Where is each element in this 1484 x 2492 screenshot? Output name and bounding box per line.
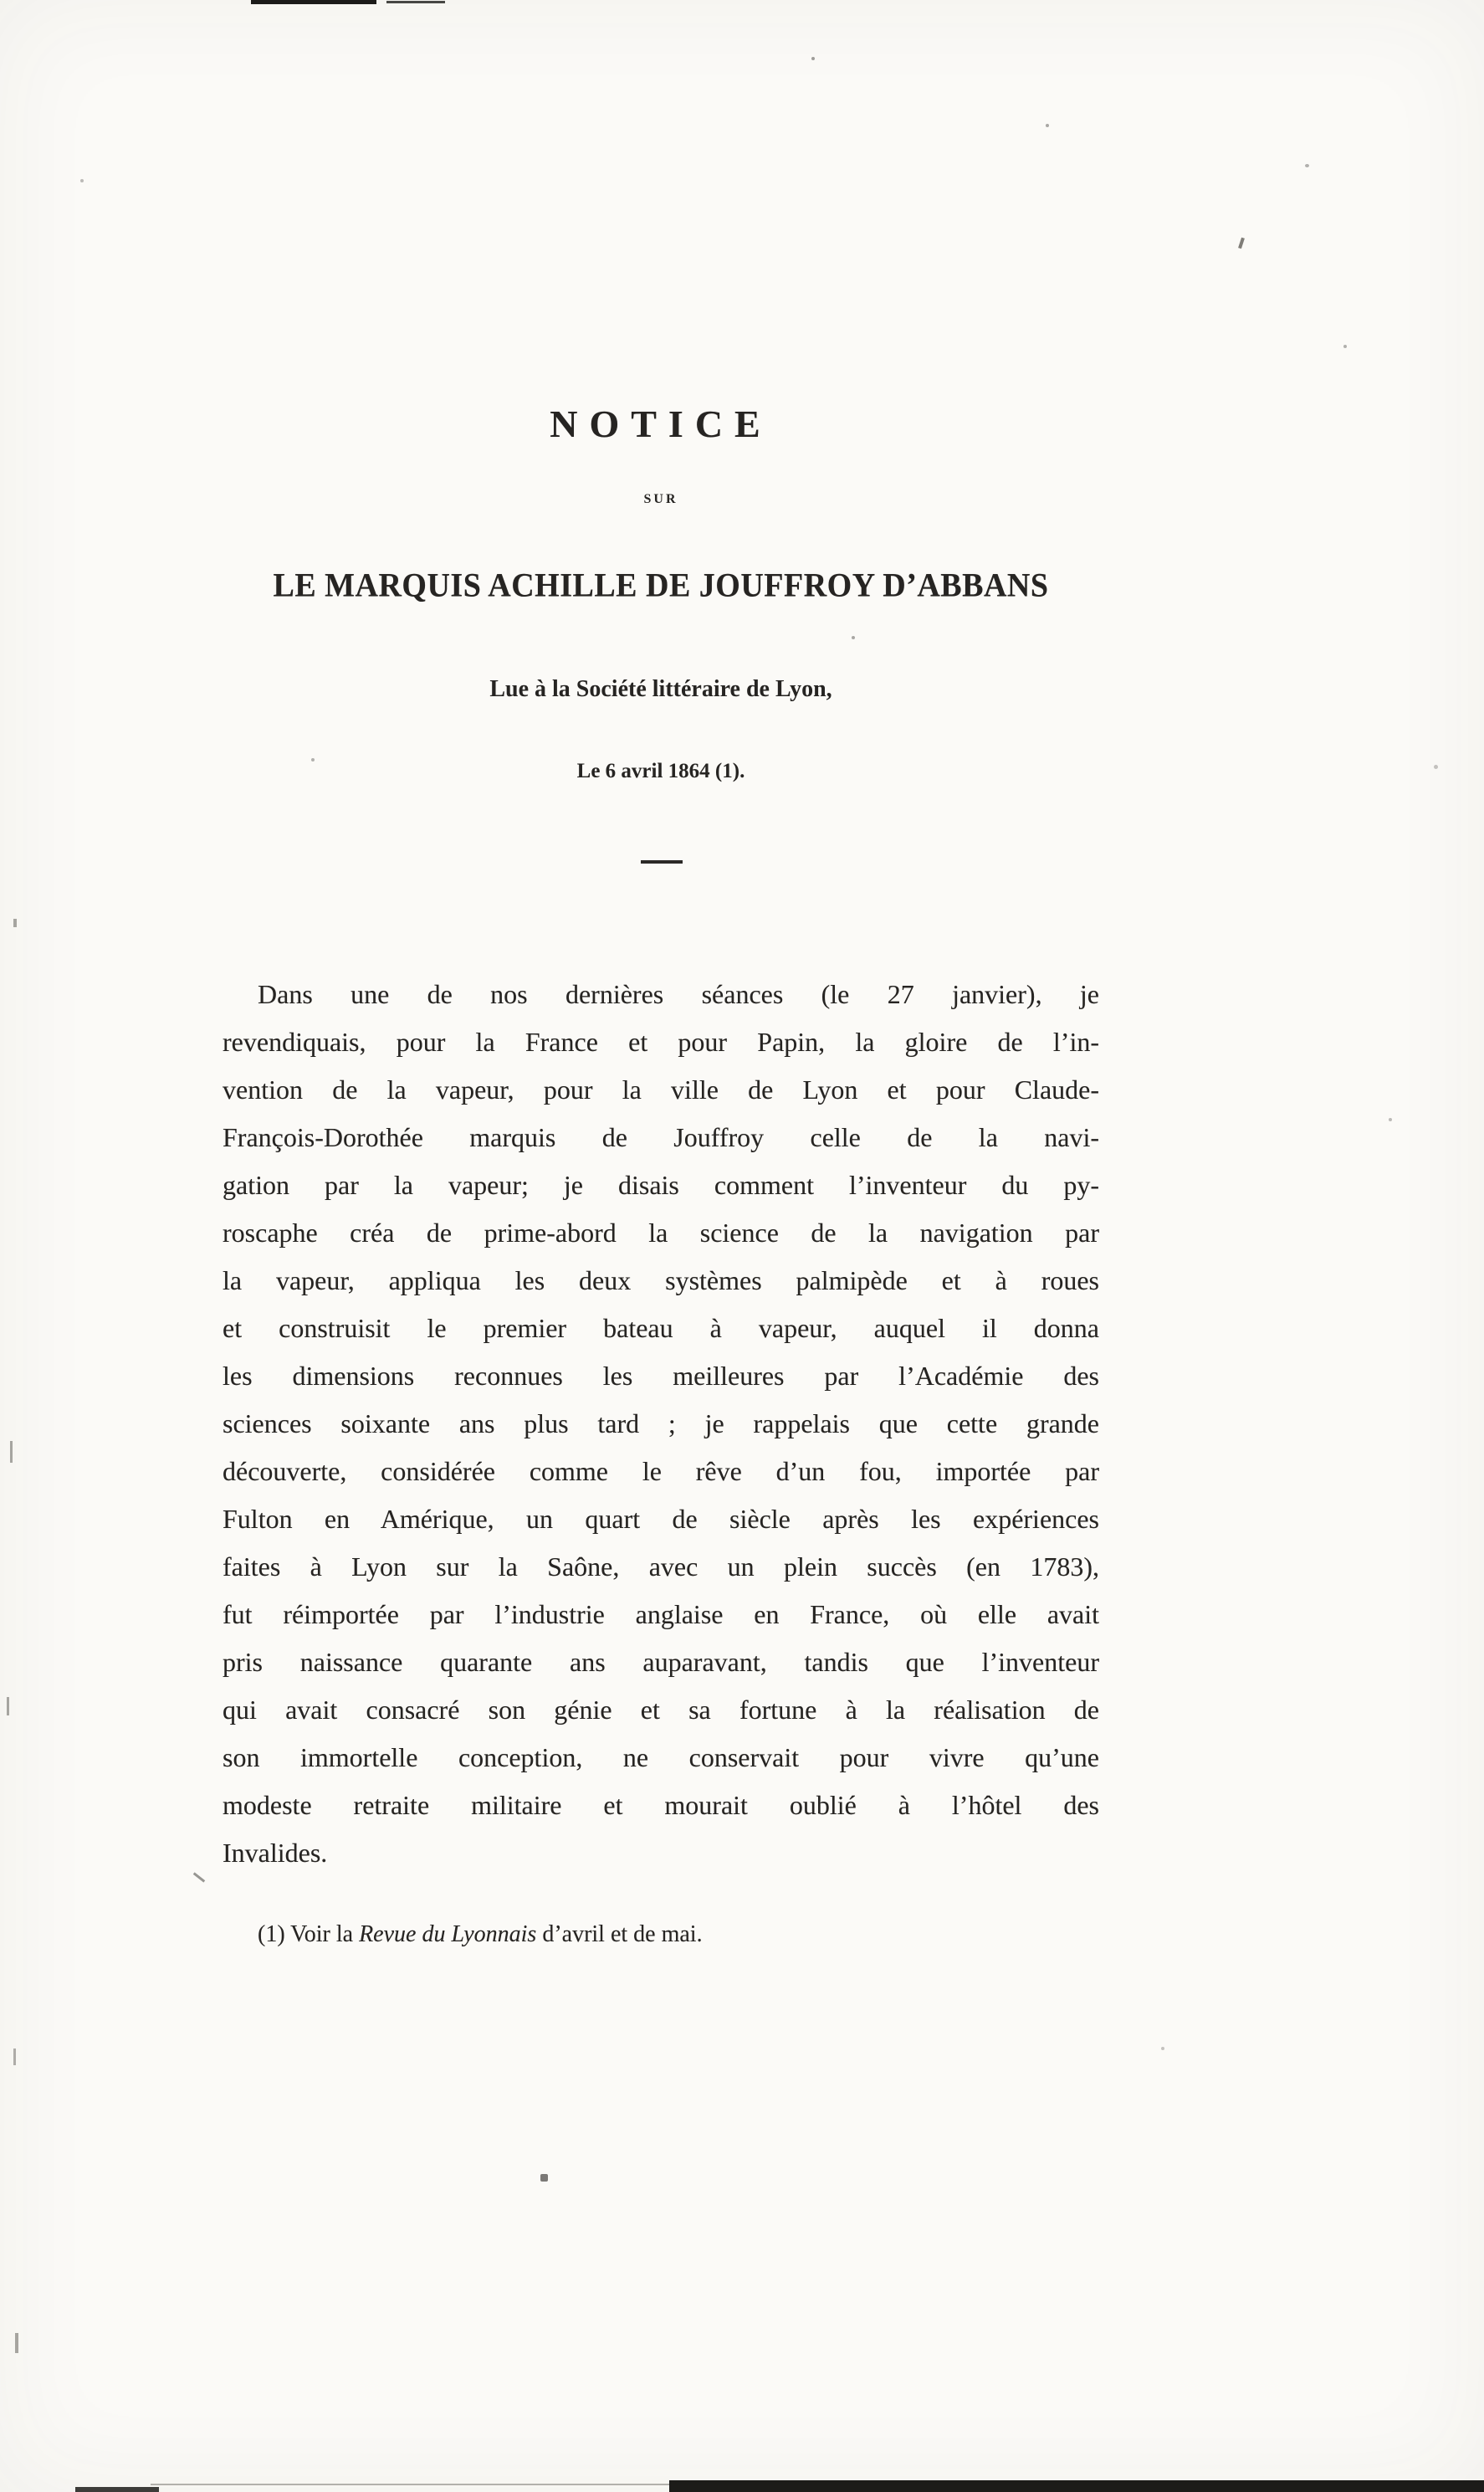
scan-artifact-bottom-bar bbox=[669, 2480, 1484, 2492]
body-line: François-Dorothée marquis de Jouffroy celle de la navi- bbox=[223, 1122, 1099, 1152]
scan-speck bbox=[1046, 124, 1049, 127]
body-line: sciences soixante ans plus tard ; je rappelais que cette grande bbox=[223, 1408, 1099, 1438]
scan-speck bbox=[10, 1441, 13, 1463]
body-line: roscaphe créa de prime-abord la science de la navigation par bbox=[223, 1218, 1099, 1248]
footnote-text: (1) Voir la bbox=[258, 1921, 360, 1947]
main-heading: LE MARQUIS ACHILLE DE JOUFFROY D’ABBANS bbox=[273, 567, 1049, 605]
footnote bbox=[258, 1918, 1099, 1951]
body-line: vention de la vapeur, pour la ville de Lyon et pour Claude- bbox=[223, 1074, 1099, 1105]
scan-speck bbox=[13, 919, 17, 927]
scan-speck bbox=[15, 2333, 18, 2353]
body-line: la vapeur, appliqua les deux systèmes palmipède et à roues bbox=[223, 1265, 1099, 1295]
subtitle-sur: SUR bbox=[643, 492, 678, 506]
body-line: modeste retraite militaire et mourait oublié à l’hôtel des bbox=[223, 1790, 1099, 1820]
body-line: Dans une de nos dernières séances (le 27 janvier), je bbox=[258, 979, 1099, 1009]
scan-speck bbox=[13, 2048, 16, 2065]
body-line: découverte, considérée comme le rêve d’un fou, importée par bbox=[223, 1456, 1099, 1486]
scan-speck bbox=[1343, 345, 1347, 348]
body-line: qui avait consacré son génie et sa fortune à la réalisation de bbox=[223, 1695, 1099, 1725]
scan-speck bbox=[852, 636, 855, 639]
scan-speck bbox=[811, 57, 815, 60]
body-line: revendiquais, pour la France et pour Papin, la gloire de l’in- bbox=[223, 1027, 1099, 1057]
scan-speck bbox=[1238, 238, 1245, 249]
scan-speck bbox=[7, 1697, 9, 1715]
section-divider bbox=[641, 860, 683, 864]
scan-artifact-bottom-dash bbox=[75, 2487, 159, 2492]
body-line: et construisit le premier bateau à vapeur, auquel il donna bbox=[223, 1313, 1099, 1343]
scan-speck bbox=[1305, 164, 1309, 167]
scan-speck bbox=[1389, 1118, 1392, 1121]
scan-artifact-top-edge bbox=[386, 1, 445, 3]
footnote-text: d’avril et de mai. bbox=[536, 1921, 703, 1947]
body-line: Invalides. bbox=[223, 1838, 328, 1868]
body-line: les dimensions reconnues les meilleures par l’Académie des bbox=[223, 1361, 1099, 1391]
scan-speck bbox=[80, 179, 84, 182]
body-line: pris naissance quarante ans auparavant, tandis que l’inventeur bbox=[223, 1647, 1099, 1677]
body-line: gation par la vapeur; je disais comment l’inventeur du py- bbox=[223, 1170, 1099, 1200]
body-paragraph bbox=[223, 971, 1099, 1877]
scan-speck bbox=[1161, 2047, 1164, 2050]
body-line: son immortelle conception, ne conservait pour vivre qu’une bbox=[223, 1742, 1099, 1772]
date-line: Le 6 avril 1864 (1). bbox=[576, 760, 745, 782]
scan-speck bbox=[311, 758, 315, 761]
scan-artifact-top-edge bbox=[251, 0, 376, 4]
scan-speck bbox=[540, 2174, 548, 2182]
body-line: fut réimportée par l’industrie anglaise en France, où elle avait bbox=[223, 1599, 1099, 1629]
scan-speck bbox=[1434, 765, 1438, 769]
body-line: faites à Lyon sur la Saône, avec un plein succès (en 1783), bbox=[223, 1551, 1099, 1582]
subheading: Lue à la Société littéraire de Lyon, bbox=[489, 676, 832, 702]
scan-speck bbox=[193, 1872, 205, 1882]
footnote-italic-title: Revue du Lyonnais bbox=[359, 1921, 537, 1947]
page-title: NOTICE bbox=[550, 403, 772, 445]
body-line: Fulton en Amérique, un quart de siècle après les expériences bbox=[223, 1504, 1099, 1534]
